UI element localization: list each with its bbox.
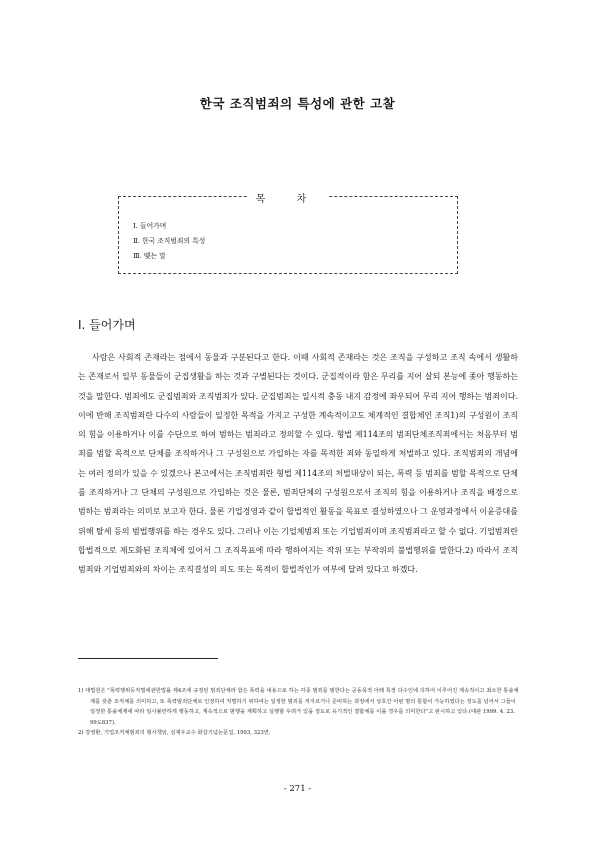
footnote: 2) 강영환, 기업조직체범죄의 형사책임, 심재우교수 화갑기념논문집, 1993, 323면.: [78, 730, 271, 737]
toc-heading: 목 차: [248, 194, 329, 205]
body-text: [78, 348, 518, 580]
toc-heading-wrap: [119, 187, 457, 206]
table-of-contents: [118, 196, 458, 274]
footnote: 1) 대법원은 "폭력행위등처벌에관한법률 제4조에 규정된 범죄단체라 함은 폭력을 내용으로 하는 각종 범죄를 범한다는 공동목적 아래 특정 다수인에 의하여 이루어진 계속적이고 최소한 통솔체제를 갖춘 조직체를 의미하고, 또 폭력범죄단체로 인정하여 처벌하기 위하여는 일정한 범죄를 저지르거나 준비하는 과정에서 상호간 어떤 명의 통합이 가능하였다는 정도를 넘어서 그들이 일정한 통솔체제에 따라 일사불란하게 행동하고, 계속적으로 범행을 계획하고 실행할 우려가 있을 정도로 유기적인 결합체를 이룰 경우를 의미한다"고 판시하고 있다.(대판 1999. 4. 23. 99도837).: [78, 688, 519, 726]
toc-item: Ⅲ. 맺는 말: [133, 252, 166, 260]
footnotes: [78, 686, 520, 739]
toc-list: [133, 219, 205, 264]
body-paragraph: 사람은 사회적 존재라는 점에서 동물과 구분된다고 한다. 이때 사회적 존재라는 것은 조직을 구성하고 조직 속에서 생활하는 존재로서 일부 동물들이 군집생활을 하는 것과 구별된다는 것이다. 군집적이라 함은 무리를 지어 살되 본능에 좇아 행동하는 것을 말한다. 범죄에도 군집범죄와 조직범죄가 있다. 군집범죄는 일시적 충동 내지 감정에 좌우되어 무리 지어 행하는 범죄이다. 이에 반해 조직범죄란 다수의 사람들이 일정한 목적을 가지고 구성한 계속적이고도 체계적인 결합체인 조직1)의 구성원이 조직의 힘을 이용하거나 이를 수단으로 하여 범하는 범죄라고 정의할 수 있다. 형법 제114조의 범죄단체조직죄에서는 처음부터 범죄를 범할 목적으로 단체를 조직하거나 그 구성원으로 가입하는 자를 목적한 죄와 동일하게 처벌하고 있다. 조직범죄의 개념에는 여러 정의가 있을 수 있겠으나 본고에서는 조직범죄란 형법 제114조의 처벌대상이 되는, 폭력 등 범죄를 범할 목적으로 단체를 조직하거나 그 단체의 구성원으로 가입하는 것은 물론, 범죄단체의 구성원으로서 조직의 힘을 이용하거나 조직을 배경으로 범하는 범죄라는 의미로 보고자 한다. 물론 기업경영과 같이 합법적인 활동을 목표로 결성하였으나 그 운영과정에서 이윤증대를 위해 탈세 등의 범법행위를 하는 경우도 있다. 그러나 이는 기업체범죄 또는 기업범죄이며 조직범죄라고 할 수 없다. 기업범죄란 합법적으로 제도화된 조직체에 있어서 그 조직목표에 따라 행하여지는 작위 또는 부작위의 불법행위를 말한다.2) 따라서 조직범죄와 기업범죄와의 차이는 조직결성의 의도 또는 목적이 합법적인가 여부에 달려 있다고 하겠다.: [78, 353, 518, 575]
section-heading: Ⅰ. 들어가며: [78, 318, 136, 332]
page-number: - 271 -: [283, 784, 312, 794]
toc-item: Ⅱ. 한국 조직범죄의 특성: [133, 237, 206, 245]
document-title: 한국 조직범죄의 특성에 관한 고찰: [199, 96, 396, 111]
footnote-divider: [78, 658, 218, 659]
toc-item: Ⅰ. 들어가며: [133, 222, 167, 230]
